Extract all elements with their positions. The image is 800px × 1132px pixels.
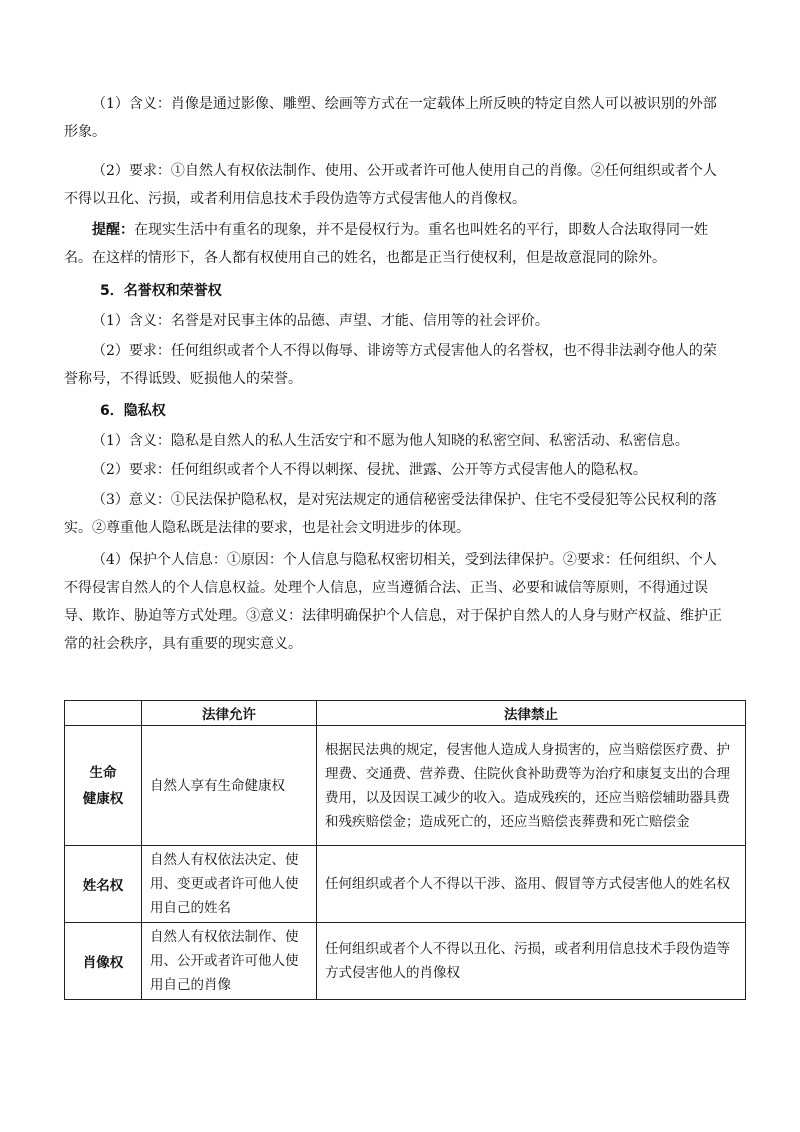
table-row: [65, 726, 746, 846]
reputation-meaning: （1）含义：名誉是对民事主体的品德、声望、才能、信用等的社会评价。: [92, 313, 549, 329]
table-header-forbid: 法律禁止: [317, 701, 746, 726]
row-head-portrait: 肖像权: [65, 923, 142, 1000]
row-head-name: 姓名权: [65, 846, 142, 923]
row-head-life-health: [65, 726, 142, 846]
table-header-row: [65, 701, 746, 726]
section-heading-6: 6．隐私权: [100, 403, 166, 419]
cell-forbid: 任何组织或者个人不得以干涉、盗用、假冒等方式侵害他人的姓名权: [317, 846, 746, 923]
cell-allow: 自然人有权依法制作、使用、公开或者许可他人使用自己的肖像: [142, 923, 317, 1000]
privacy-requirement: （2）要求：任何组织或者个人不得以刺探、侵扰、泄露、公开等方式侵害他人的隐私权。: [92, 462, 647, 478]
portrait-meaning: （1）含义：肖像是通过影像、雕塑、绘画等方式在一定载体上所反映的特定自然人可以被识别的外部形象。: [64, 96, 717, 140]
portrait-requirement: （2）要求：①自然人有权依法制作、使用、公开或者许可他人使用自己的肖像。②任何组织或者个人不得以丑化、污损，或者利用信息技术手段伪造等方式侵害他人的肖像权。: [64, 163, 717, 207]
cell-forbid: 根据民法典的规定，侵害他人造成人身损害的，应当赔偿医疗费、护理费、交通费、营养费、住院伙食补助费等为治疗和康复支出的合理费用，以及因误工减少的收入。造成残疾的，还应当赔偿辅助器具费和残疾赔偿金；造成死亡的，还应当赔偿丧葬费和死亡赔偿金: [317, 726, 746, 846]
rights-table: [64, 700, 746, 1000]
table-row: [65, 923, 746, 1000]
privacy-meaning: （1）含义：隐私是自然人的私人生活安宁和不愿为他人知晓的私密空间、私密活动、私密信息。: [92, 433, 689, 449]
cell-allow: 自然人享有生命健康权: [142, 726, 317, 846]
tip-label: 提醒：: [92, 222, 134, 238]
privacy-personal-info: （4）保护个人信息：①原因：个人信息与隐私权密切相关，受到法律保护。②要求：任何组织、个人不得侵害自然人的个人信息权益。处理个人信息，应当遵循合法、正当、必要和诚信等原则，不得通过误导、欺诈、胁迫等方式处理。③意义：法律明确保护个人信息，对于保护自然人的人身与财产权益、维护正常的社会秩序，具有重要的现实意义。: [64, 552, 722, 652]
privacy-significance: （3）意义：①民法保护隐私权，是对宪法规定的通信秘密受法律保护、住宅不受侵犯等公民权利的落实。②尊重他人隐私既是法律的要求，也是社会文明进步的体现。: [64, 492, 717, 536]
section-heading-5: 5．名誉权和荣誉权: [100, 283, 222, 299]
table-row: [65, 846, 746, 923]
cell-forbid: 任何组织或者个人不得以丑化、污损，或者利用信息技术手段伪造等方式侵害他人的肖像权: [317, 923, 746, 1000]
table-header-allow: 法律允许: [142, 701, 317, 726]
reputation-requirement: （2）要求：任何组织或者个人不得以侮辱、诽谤等方式侵害他人的名誉权，也不得非法剥夺他人的荣誉称号，不得诋毁、贬损他人的荣誉。: [64, 343, 717, 387]
cell-allow: 自然人有权依法决定、使用、变更或者许可他人使用自己的姓名: [142, 846, 317, 923]
row-head-text: 生命 健康权: [82, 764, 124, 807]
tip-text: 在现实生活中有重名的现象，并不是侵权行为。重名也叫姓名的平行，即数人合法取得同一姓名。在这样的情形下，各人都有权使用自己的姓名，也都是正当行使权利，但是故意混同的除外。: [64, 222, 708, 266]
tip-paragraph: [64, 216, 729, 272]
table-header-blank: [65, 701, 142, 726]
